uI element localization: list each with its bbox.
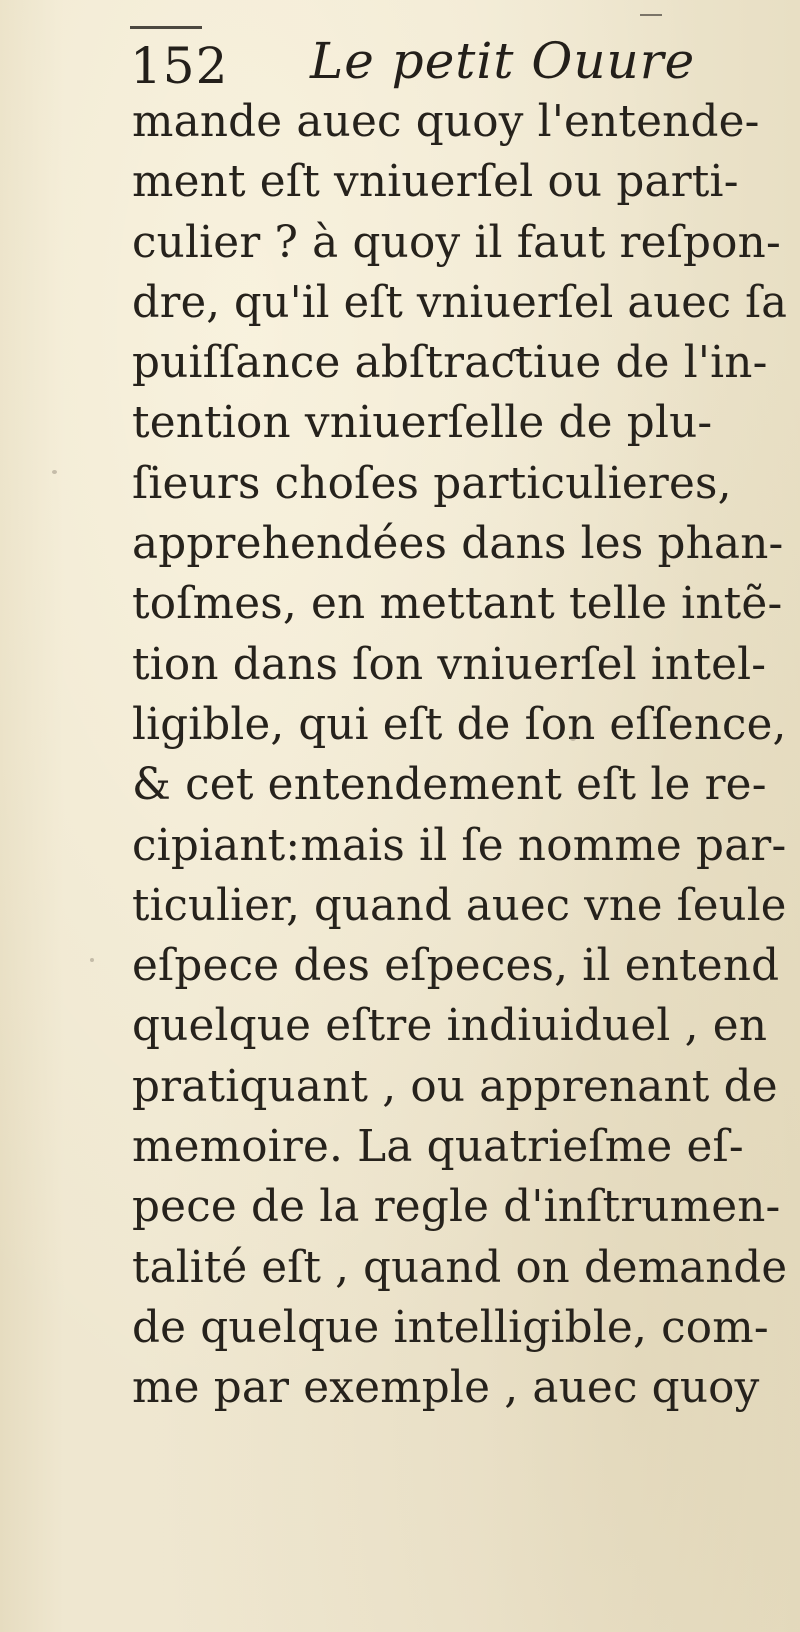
paper-speck	[90, 958, 94, 962]
page-header	[130, 28, 770, 98]
running-title: Le petit Ouure	[310, 32, 696, 90]
paper-speck	[52, 470, 57, 474]
text-line: pece de la regle d'inſtrumen-	[132, 1181, 781, 1233]
text-line: talité eſt , quand on demande	[132, 1241, 788, 1293]
text-line: pratiquant , ou apprenant de	[132, 1060, 778, 1112]
text-line: ſieurs choſes particulieres,	[132, 457, 732, 509]
header-rule-right	[640, 14, 662, 16]
text-line: cipiant:mais il ſe nomme par-	[132, 819, 787, 871]
text-line: ligible, qui eſt de ſon eſſence,	[132, 698, 787, 750]
text-line: toſmes, en mettant telle intẽ-	[132, 578, 783, 630]
text-line: dre, qu'il eſt vniuerſel auec ſa	[132, 276, 788, 328]
text-line: & cet entendement eſt le re-	[132, 759, 767, 811]
body-text	[132, 92, 792, 1419]
text-line: tion dans ſon vniuerſel intel-	[132, 638, 767, 690]
text-line: mande auec quoy l'entende-	[132, 96, 760, 147]
page-number: 152	[130, 37, 229, 95]
text-line: me par exemple , auec quoy	[132, 1362, 760, 1414]
text-line: memoire. La quatrieſme eſ-	[132, 1121, 744, 1173]
paper-speck	[570, 736, 576, 741]
text-line: culier ? à quoy il faut reſpon-	[132, 216, 781, 268]
text-line: apprehendées dans les phan-	[132, 518, 784, 570]
text-line: ment eſt vniuerſel ou parti-	[132, 156, 739, 208]
text-line: quelque eſtre indiuiduel , en	[132, 1000, 768, 1052]
text-line: tention vniuerſelle de plu-	[132, 397, 713, 449]
text-line: puiſſance abſtraƈtiue de l'in-	[132, 337, 768, 389]
text-line: ticulier, quand auec vne ſeule	[132, 879, 787, 931]
text-line: de quelque intelligible, com-	[132, 1301, 769, 1353]
text-line: eſpece des eſpeces, il entend	[132, 940, 780, 992]
